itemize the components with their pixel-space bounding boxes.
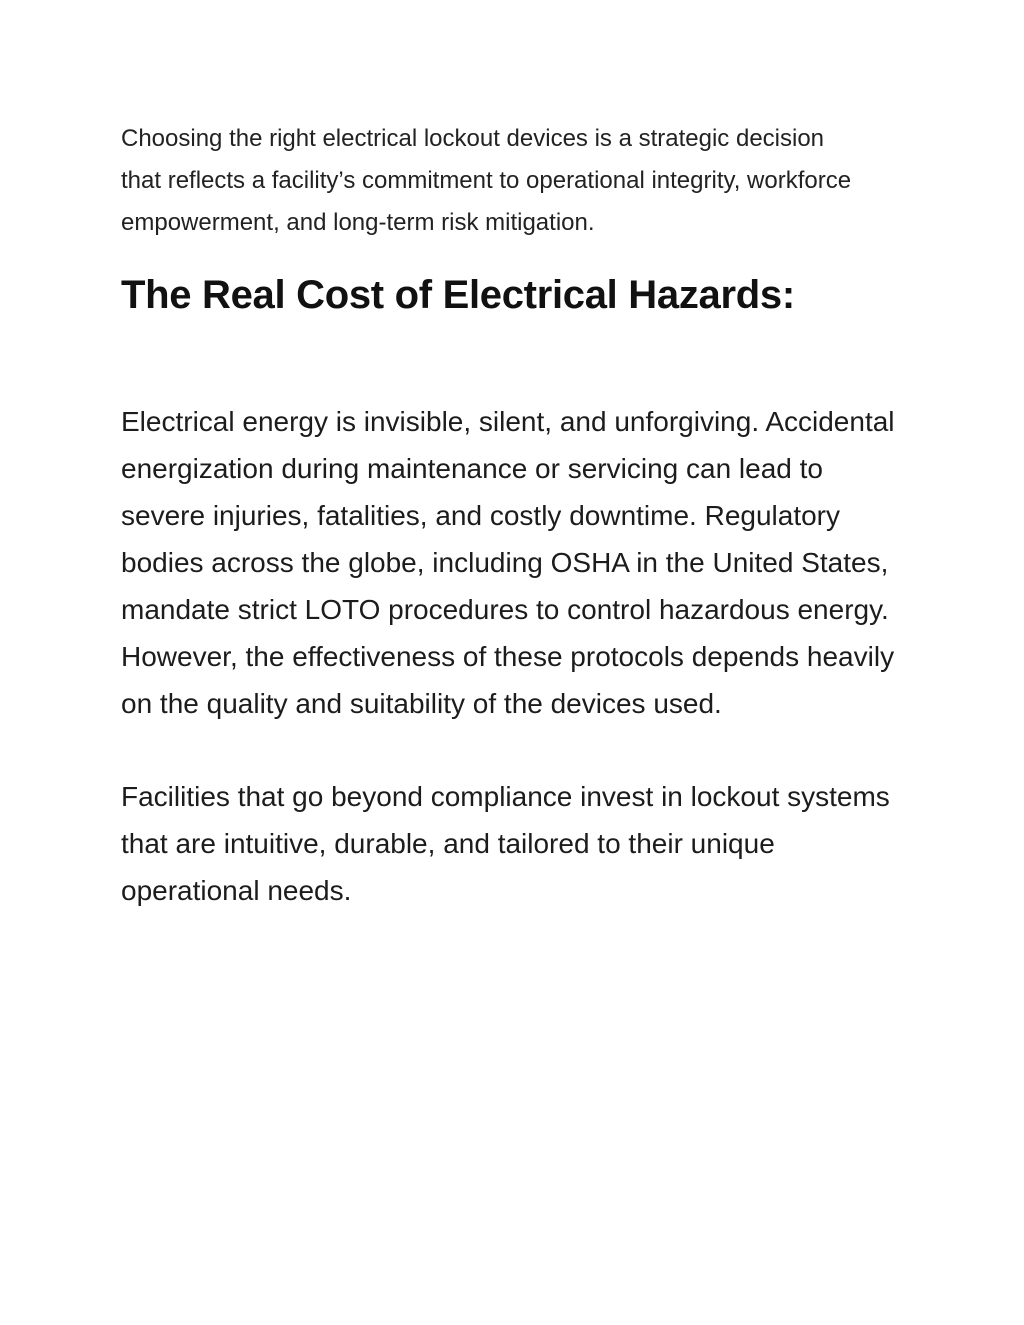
intro-paragraph: Choosing the right electrical lockout devices is a strategic decision that reflects a facility’s commitment to operational integrity, workforce empowerment, and long-term risk mitigation. bbox=[121, 125, 852, 236]
body-paragraph-hazards: Electrical energy is invisible, silent, and unforgiving. Accidental energization during maintenance or servicing can lead to severe injuries, fatalities, and costly downtime. Regulatory bodies across the globe, including OSHA in the United States, mandate strict LOTO procedures to control hazardous energy. However, the effectiveness of these protocols depends heavily on the quality and suitability of the devices used. bbox=[121, 406, 895, 719]
section-heading: The Real Cost of Electrical Hazards: bbox=[121, 273, 795, 317]
document-page bbox=[121, 118, 901, 914]
body-paragraph-compliance: Facilities that go beyond compliance invest in lockout systems that are intuitive, durable, and tailored to their unique operational needs. bbox=[121, 781, 890, 906]
